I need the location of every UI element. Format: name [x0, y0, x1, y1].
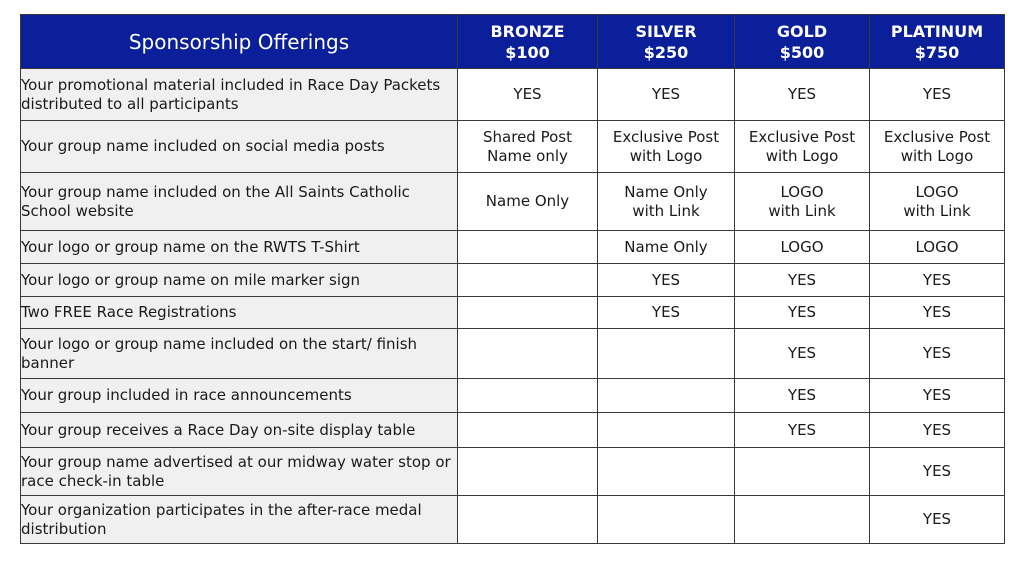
tier-value-cell	[870, 413, 1005, 448]
tier-value-cell	[598, 231, 735, 264]
table-row	[21, 329, 1005, 379]
tier-value-line: YES	[787, 344, 817, 362]
tier-header-platinum	[870, 15, 1005, 69]
tier-value-line: Name Only	[624, 237, 708, 256]
tier-value-cell	[598, 297, 735, 329]
feature-cell: Your logo or group name on mile marker sign	[21, 264, 458, 297]
tier-value-line: YES	[651, 270, 681, 289]
tier-value-cell	[870, 231, 1005, 264]
tier-value-line: YES	[513, 85, 542, 103]
table-row	[21, 121, 1005, 173]
feature-cell: Your group included in race announcements	[21, 379, 458, 413]
feature-cell: Your organization participates in the after-race medal distribution	[21, 496, 458, 544]
tier-value-cell	[458, 496, 598, 544]
table-row	[21, 413, 1005, 448]
tier-value-cell	[598, 69, 735, 121]
tier-value-line: with Logo	[900, 146, 974, 165]
table-row	[21, 264, 1005, 297]
tier-value-line: YES	[787, 420, 817, 439]
tier-value-line: with Link	[632, 201, 700, 220]
tier-value-cell	[735, 297, 870, 329]
tier-value-cell	[598, 329, 735, 379]
tier-value-cell	[870, 496, 1005, 544]
tier-value-line: LOGO	[915, 182, 959, 201]
tier-value-cell	[458, 379, 598, 413]
tier-value-line: YES	[787, 85, 817, 103]
table-title: Sponsorship Offerings	[21, 15, 458, 69]
tier-value-cell	[458, 297, 598, 329]
tier-value-line: Name Only	[624, 182, 708, 201]
tier-value-cell	[598, 264, 735, 297]
tier-value-cell	[735, 413, 870, 448]
tier-value-line: with Logo	[765, 146, 839, 165]
tier-value-cell	[735, 231, 870, 264]
tier-value-line: LOGO	[780, 182, 824, 201]
tier-value-cell	[598, 448, 735, 496]
table-row	[21, 231, 1005, 264]
tier-value-cell	[870, 173, 1005, 231]
feature-cell: Your group name included on the All Saints Catholic School website	[21, 173, 458, 231]
tier-value-cell	[735, 448, 870, 496]
tier-value-line: YES	[787, 270, 817, 289]
tier-value-cell	[458, 231, 598, 264]
tier-value-cell	[870, 297, 1005, 329]
tier-value-cell	[870, 69, 1005, 121]
tier-value-line: Exclusive Post	[748, 127, 856, 146]
tier-value-line: YES	[922, 303, 952, 321]
tier-value-line: LOGO	[915, 237, 959, 256]
tier-value-line: YES	[922, 270, 952, 289]
tier-value-line: Shared Post	[483, 127, 572, 146]
tier-value-line: YES	[651, 85, 681, 103]
tier-header-silver	[598, 15, 735, 69]
tier-value-cell	[458, 121, 598, 173]
tier-value-line: Name only	[487, 146, 568, 165]
tier-value-cell	[458, 413, 598, 448]
feature-cell: Your promotional material included in Race Day Packets distributed to all participants	[21, 69, 458, 121]
tier-value-line: Exclusive Post	[612, 127, 720, 146]
table-row	[21, 69, 1005, 121]
table-row	[21, 496, 1005, 544]
feature-cell: Your logo or group name included on the start/ finish banner	[21, 329, 458, 379]
tier-value-line: YES	[922, 420, 952, 439]
header-row	[21, 15, 1005, 69]
tier-value-cell	[870, 448, 1005, 496]
tier-name: BRONZE	[490, 21, 565, 41]
table-body	[21, 69, 1005, 544]
tier-value-cell	[870, 264, 1005, 297]
tier-value-cell	[598, 496, 735, 544]
tier-value-cell	[735, 496, 870, 544]
tier-value-cell	[458, 329, 598, 379]
tier-value-line: YES	[922, 344, 952, 362]
tier-value-line: YES	[787, 303, 817, 321]
tier-header-gold	[735, 15, 870, 69]
tier-value-line: YES	[651, 303, 681, 321]
sponsorship-table	[20, 14, 1005, 544]
tier-value-line: YES	[922, 386, 952, 404]
tier-value-cell	[735, 329, 870, 379]
tier-value-line: Exclusive Post	[883, 127, 991, 146]
table-row	[21, 297, 1005, 329]
tier-value-cell	[735, 264, 870, 297]
tier-value-cell	[458, 69, 598, 121]
tier-value-cell	[870, 329, 1005, 379]
feature-cell: Your logo or group name on the RWTS T-Shirt	[21, 231, 458, 264]
tier-name: GOLD	[776, 21, 828, 41]
feature-cell: Your group name advertised at our midway water stop or race check-in table	[21, 448, 458, 496]
tier-value-line: Name Only	[485, 192, 570, 210]
tier-value-cell	[598, 413, 735, 448]
tier-value-line: with Logo	[629, 146, 703, 165]
tier-name: SILVER	[635, 21, 697, 41]
tier-value-line: YES	[922, 462, 952, 480]
table-row	[21, 379, 1005, 413]
tier-value-line: with Link	[903, 201, 971, 220]
tier-price: $100	[505, 42, 550, 62]
feature-cell: Your group name included on social media posts	[21, 121, 458, 173]
tier-value-cell	[870, 379, 1005, 413]
tier-value-line: YES	[787, 386, 817, 404]
tier-name: PLATINUM	[890, 21, 984, 41]
tier-value-cell	[458, 173, 598, 231]
tier-value-cell	[735, 69, 870, 121]
tier-value-cell	[598, 173, 735, 231]
tier-value-line: with Link	[768, 201, 836, 220]
tier-header-bronze	[458, 15, 598, 69]
tier-value-cell	[598, 121, 735, 173]
tier-value-line: YES	[922, 510, 952, 528]
tier-price: $750	[914, 42, 960, 62]
feature-cell: Your group receives a Race Day on-site display table	[21, 413, 458, 448]
tier-value-cell	[735, 121, 870, 173]
tier-value-cell	[735, 173, 870, 231]
feature-cell: Two FREE Race Registrations	[21, 297, 458, 329]
tier-value-line: YES	[922, 85, 952, 103]
tier-value-cell	[870, 121, 1005, 173]
table-row	[21, 173, 1005, 231]
tier-value-line: LOGO	[780, 237, 824, 256]
tier-price: $250	[643, 42, 689, 62]
tier-value-cell	[458, 264, 598, 297]
tier-price: $500	[779, 42, 825, 62]
tier-value-cell	[598, 379, 735, 413]
tier-value-cell	[735, 379, 870, 413]
table-row	[21, 448, 1005, 496]
tier-value-cell	[458, 448, 598, 496]
